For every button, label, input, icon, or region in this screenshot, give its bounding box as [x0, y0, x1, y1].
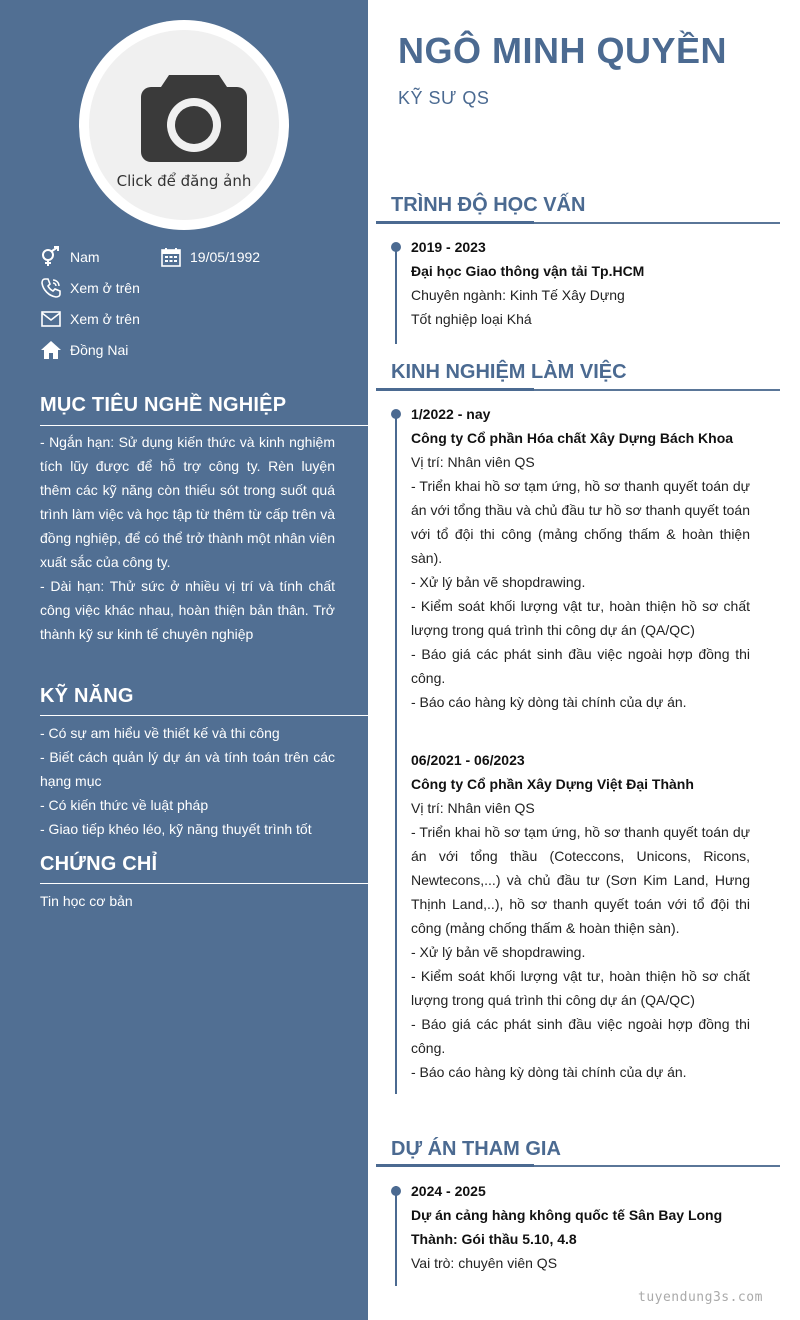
projects-timeline — [395, 1186, 397, 1286]
phone-row — [40, 277, 140, 299]
skill-item: - Giao tiếp khéo léo, kỹ năng thuyết trình tốt — [40, 821, 312, 837]
skills-divider — [40, 715, 368, 716]
watermark: tuyendung3s.com — [638, 1290, 763, 1305]
objective-divider — [40, 425, 368, 426]
sidebar — [0, 0, 368, 1320]
project-entry — [411, 1179, 750, 1275]
gender-icon — [40, 246, 62, 268]
experience-company: Công ty Cổ phần Xây Dựng Việt Đại Thành — [411, 776, 694, 792]
experience-task: - Báo cáo hàng kỳ dòng tài chính của dự án. — [411, 694, 687, 710]
experience-entry — [411, 748, 750, 1084]
gender-value: Nam — [70, 249, 100, 265]
experience-heading: KINH NGHIỆM LÀM VIỆC — [391, 361, 627, 383]
avatar — [79, 20, 289, 230]
education-major: Chuyên ngành: Kinh Tế Xây Dựng — [411, 287, 625, 303]
timeline-dot — [391, 242, 401, 252]
skill-item: - Có sự am hiểu về thiết kế và thi công — [40, 725, 280, 741]
experience-task: - Kiểm soát khối lượng vật tư, hoàn thiện hồ sơ chất lượng trong quá trình thi công dự án (QA/QC) — [411, 598, 750, 638]
certificate-item: Tin học cơ bản — [40, 893, 133, 909]
certificates-heading: CHỨNG CHỈ — [40, 853, 158, 875]
education-period: 2019 - 2023 — [411, 239, 486, 255]
experience-entry — [411, 402, 750, 714]
envelope-icon — [40, 308, 62, 330]
certificates-divider — [40, 883, 368, 884]
candidate-name: NGÔ MINH QUYỀN — [398, 30, 728, 71]
objective-heading: MỤC TIÊU NGHỀ NGHIỆP — [40, 394, 287, 416]
address-row — [40, 339, 128, 361]
experience-company: Công ty Cổ phần Hóa chất Xây Dựng Bách Khoa — [411, 430, 734, 446]
education-grade: Tốt nghiệp loại Khá — [411, 311, 532, 327]
education-entry — [411, 235, 750, 331]
calendar-icon — [160, 246, 182, 268]
experience-timeline — [395, 410, 397, 1094]
objective-text — [40, 430, 335, 646]
upload-photo-label: Click để đăng ảnh — [116, 172, 252, 190]
birthday-row — [160, 246, 260, 268]
experience-task: - Xử lý bản vẽ shopdrawing. — [411, 574, 586, 590]
objective-short-term: - Ngắn hạn: Sử dụng kiến thức và kinh nghiệm tích lũy được để hỗ trợ công ty. Rèn luyện thêm các kỹ năng còn thiếu sót trong suốt quá trình làm việc và học tập từ thêm từ cấp trên và đồng nghiệp, để có thể trở thành một nhân viên xuất sắc của công ty. — [40, 434, 335, 570]
experience-task: - Triển khai hồ sơ tạm ứng, hồ sơ thanh quyết toán dự án với tổng thầu (Coteccons, Unicons, Ricons, Newtecons,...) và chủ đầu tư (Sơn Kim Land, Hưng Thịnh Land,..), hồ sơ thanh quyết toán với tổ đội thi công (mảng chống thấm & hoàn thiện sàn). — [411, 824, 750, 936]
project-name: Dự án cảng hàng không quốc tế Sân Bay Long Thành: Gói thầu 5.10, 4.8 — [411, 1207, 723, 1247]
experience-task: - Báo giá các phát sinh đầu việc ngoài hợp đồng thi công. — [411, 1016, 750, 1056]
experience-period: 06/2021 - 06/2023 — [411, 752, 525, 768]
experience-task: - Xử lý bản vẽ shopdrawing. — [411, 944, 586, 960]
birthday-value: 19/05/1992 — [190, 249, 261, 265]
timeline-dot — [391, 409, 401, 419]
home-icon — [40, 339, 62, 361]
projects-divider — [376, 1165, 780, 1167]
email-value: Xem ở trên — [70, 311, 140, 327]
education-heading: TRÌNH ĐỘ HỌC VẤN — [391, 194, 586, 216]
education-divider — [376, 222, 780, 224]
skills-list — [40, 721, 335, 841]
timeline-dot — [391, 1186, 401, 1196]
job-title: KỸ SƯ QS — [398, 88, 490, 108]
projects-heading: DỰ ÁN THAM GIA — [391, 1138, 561, 1160]
upload-photo-button[interactable] — [89, 30, 279, 220]
education-timeline — [395, 244, 397, 344]
education-school: Đại học Giao thông vận tải Tp.HCM — [411, 263, 645, 279]
camera-icon — [139, 70, 249, 165]
certificates-list — [40, 889, 335, 913]
experience-divider — [376, 389, 780, 391]
experience-task: - Kiểm soát khối lượng vật tư, hoàn thiện hồ sơ chất lượng trong quá trình thi công dự án (QA/QC) — [411, 968, 750, 1008]
experience-position: Vị trí: Nhân viên QS — [411, 800, 535, 816]
phone-icon — [40, 277, 62, 299]
experience-task: - Báo giá các phát sinh đầu việc ngoài hợp đồng thi công. — [411, 646, 750, 686]
experience-task: - Báo cáo hàng kỳ dòng tài chính của dự án. — [411, 1064, 687, 1080]
skills-heading: KỸ NĂNG — [40, 685, 134, 707]
experience-period: 1/2022 - nay — [411, 406, 491, 422]
phone-value: Xem ở trên — [70, 280, 140, 296]
gender-row — [40, 246, 100, 268]
address-value: Đồng Nai — [70, 342, 129, 358]
skill-item: - Biết cách quản lý dự án và tính toán trên các hạng mục — [40, 749, 335, 789]
objective-long-term: - Dài hạn: Thử sức ở nhiều vị trí và tính chất công việc khác nhau, hoàn thiện bản thân. Trở thành kỹ sư kinh tế chuyên nghiệp — [40, 578, 335, 642]
experience-task: - Triển khai hồ sơ tạm ứng, hồ sơ thanh quyết toán dự án với tổng thầu và chủ đầu tư hồ sơ thanh quyết toán với tổ đội thi công (mảng chống thấm & hoàn thiện sàn). — [411, 478, 750, 566]
experience-position: Vị trí: Nhân viên QS — [411, 454, 535, 470]
skill-item: - Có kiến thức về luật pháp — [40, 797, 209, 813]
email-row — [40, 308, 140, 330]
project-period: 2024 - 2025 — [411, 1183, 486, 1199]
project-role: Vai trò: chuyên viên QS — [411, 1255, 558, 1271]
